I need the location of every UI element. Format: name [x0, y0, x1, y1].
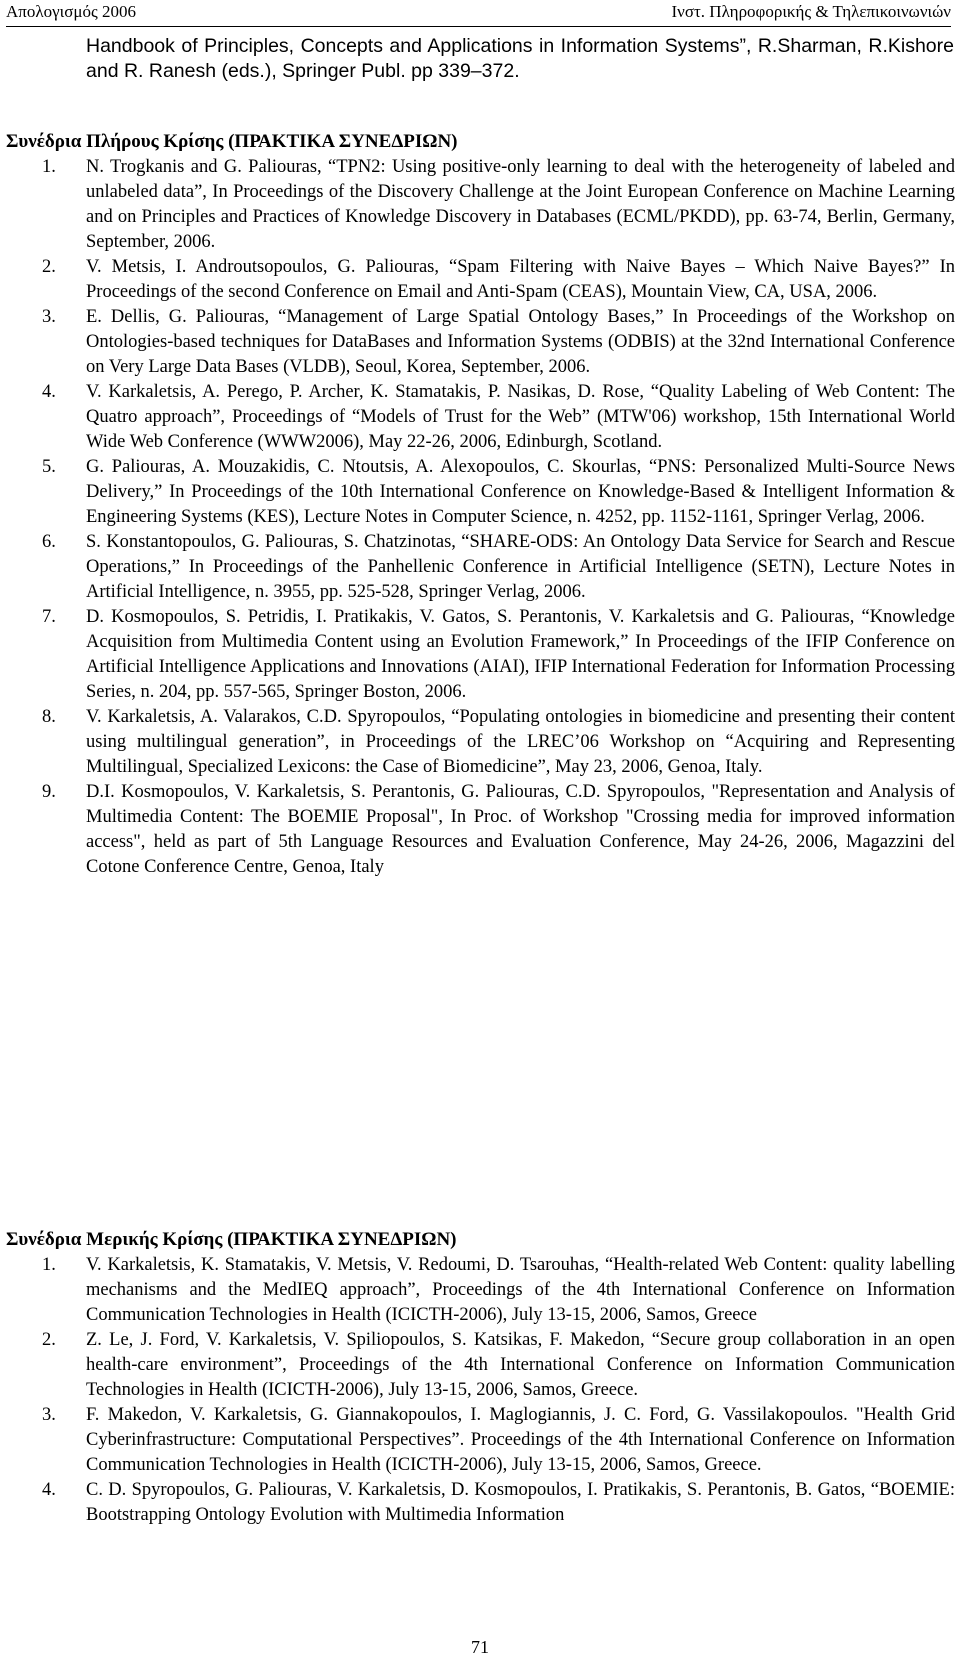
- reference-number: 4.: [42, 382, 56, 402]
- reference-number: 2.: [42, 1330, 56, 1350]
- reference-number: 1.: [42, 1255, 56, 1275]
- reference-number: 8.: [42, 707, 56, 727]
- reference-list-partial-review: [6, 1253, 955, 1528]
- reference-number: 2.: [42, 257, 56, 277]
- reference-item: [6, 155, 955, 255]
- reference-item: [6, 1403, 955, 1478]
- reference-text: E. Dellis, G. Paliouras, “Management of Large Spatial Ontology Bases,” In Proceedings of the Workshop on Ontologies-based techniques for DataBases and Information Systems (ODBIS) at the 32nd International Conference on Very Large Data Bases (VLDB), Seoul, Korea, September, 2006.: [86, 307, 955, 377]
- header-institute-name: Ινστ. Πληροφορικής & Τηλεπικοινωνιών: [671, 2, 951, 21]
- intro-continuation: [86, 34, 954, 84]
- page-header: [6, 0, 951, 27]
- reference-text: Z. Le, J. Ford, V. Karkaletsis, V. Spiliopoulos, S. Katsikas, F. Makedon, “Secure group collaboration in an open health-care environment”, Proceedings of the 4th International Conference on Information Communication Technologies in Health (ICICTH-2006), July 13-15, 2006, Samos, Greece.: [86, 1330, 955, 1400]
- reference-text: V. Karkaletsis, A. Perego, P. Archer, K. Stamatakis, P. Nasikas, D. Rose, “Quality Labeling of Web Content: The Quatro approach”, Proceedings of “Models of Trust for the Web” (MTW'06) workshop, 15th International World Wide Web Conference (WWW2006), May 22-26, 2006, Edinburgh, Scotland.: [86, 382, 955, 452]
- reference-text: S. Konstantopoulos, G. Paliouras, S. Chatzinotas, “SHARE-ODS: An Ontology Data Service for Search and Rescue Operations,” In Proceedings of the Panhellenic Conference in Artificial Intelligence (SETN), Lecture Notes in Artificial Intelligence, n. 3955, pp. 525-528, Springer Verlag, 2006.: [86, 532, 955, 602]
- header-report-title: Απολογισμός 2006: [6, 2, 136, 21]
- reference-item: [6, 1328, 955, 1403]
- reference-item: [6, 255, 955, 305]
- reference-number: 1.: [42, 157, 56, 177]
- reference-item: [6, 380, 955, 455]
- reference-text: C. D. Spyropoulos, G. Paliouras, V. Karkaletsis, D. Kosmopoulos, I. Pratikakis, S. Perantonis, B. Gatos, “BOEMIE: Bootstrapping Ontology Evolution with Multimedia Information: [86, 1480, 955, 1525]
- reference-text: D.I. Kosmopoulos, V. Karkaletsis, S. Perantonis, G. Paliouras, C.D. Spyropoulos, "Representation and Analysis of Multimedia Content: The BOEMIE Proposal", In Proc. of Workshop "Crossing media for improved information access", held as part of 5th Language Resources and Evaluation Conference, May 24-26, 2006, Magazzini del Cotone Conference Centre, Genoa, Italy: [86, 782, 955, 877]
- reference-number: 7.: [42, 607, 56, 627]
- reference-text: D. Kosmopoulos, S. Petridis, I. Pratikakis, V. Gatos, S. Perantonis, V. Karkaletsis and G. Paliouras, “Knowledge Acquisition from Multimedia Content using an Evolution Framework,” In Proceedings of the IFIP Conference on Artificial Intelligence Applications and Innovations (AIAI), IFIP International Federation for Information Processing Series, n. 204, pp. 557-565, Springer Boston, 2006.: [86, 607, 955, 702]
- reference-item: [6, 705, 955, 780]
- reference-number: 6.: [42, 532, 56, 552]
- section-heading-full-review: Συνέδρια Πλήρους Κρίσης (ΠΡΑΚΤΙΚΑ ΣΥΝΕΔΡΙΩΝ): [6, 131, 458, 152]
- reference-text: G. Paliouras, A. Mouzakidis, C. Ntoutsis, A. Alexopoulos, C. Skourlas, “PNS: Personalized Multi-Source News Delivery,” In Proceedings of the 10th International Conference on Knowledge-Based & Intelligent Information & Engineering Systems (KES), Lecture Notes in Computer Science, n. 4252, pp. 1152-1161, Springer Verlag, 2006.: [86, 457, 955, 527]
- reference-number: 5.: [42, 457, 56, 477]
- reference-list-full-review: [6, 155, 955, 880]
- reference-item: [6, 780, 955, 880]
- reference-text: N. Trogkanis and G. Paliouras, “TPN2: Using positive-only learning to deal with the heterogeneity of labeled and unlabeled data”, In Proceedings of the Discovery Challenge at the Joint European Conference on Machine Learning and on Principles and Practices of Knowledge Discovery in Databases (ECML/PKDD), pp. 63-74, Berlin, Germany, September, 2006.: [86, 157, 955, 252]
- reference-text: V. Karkaletsis, A. Valarakos, C.D. Spyropoulos, “Populating ontologies in biomedicine and presenting their content using multilingual generation”, in Proceedings of the LREC’06 Workshop on “Acquiring and Representing Multilingual, Specialized Lexicons: the Case of Biomedicine”, May 23, 2006, Genoa, Italy.: [86, 707, 955, 777]
- reference-number: 9.: [42, 782, 56, 802]
- reference-number: 3.: [42, 1405, 56, 1425]
- section-heading-partial-review: Συνέδρια Μερικής Κρίσης (ΠΡΑΚΤΙΚΑ ΣΥΝΕΔΡΙΩΝ): [6, 1229, 457, 1250]
- reference-item: [6, 1478, 955, 1528]
- reference-number: 4.: [42, 1480, 56, 1500]
- reference-item: [6, 605, 955, 705]
- page-number: 71: [471, 1637, 489, 1657]
- reference-number: 3.: [42, 307, 56, 327]
- reference-item: [6, 530, 955, 605]
- reference-item: [6, 305, 955, 380]
- reference-text: V. Karkaletsis, K. Stamatakis, V. Metsis, V. Redoumi, D. Tsarouhas, “Health-related Web Content: quality labelling mechanisms and the MedIEQ approach”, Proceedings of the 4th International Conference on Information Communication Technologies in Health (ICICTH-2006), July 13-15, 2006, Samos, Greece: [86, 1255, 955, 1325]
- reference-text: V. Metsis, I. Androutsopoulos, G. Paliouras, “Spam Filtering with Naive Bayes – Which Naive Bayes?” In Proceedings of the second Conference on Email and Anti-Spam (CEAS), Mountain View, CA, USA, 2006.: [86, 257, 955, 302]
- reference-text: F. Makedon, V. Karkaletsis, G. Giannakopoulos, I. Maglogiannis, J. C. Ford, G. Vassilakopoulos. "Health Grid Cyberinfrastructure: Computational Perspectives”. Proceedings of the 4th International Conference on Information Communication Technologies in Health (ICICTH-2006), July 13-15, 2006, Samos, Greece.: [86, 1405, 955, 1475]
- intro-paragraph: Handbook of Principles, Concepts and Applications in Information Systems”, R.Sharman, R.Kishore and R. Ranesh (eds.), Springer Publ. pp 339–372.: [86, 35, 954, 82]
- reference-item: [6, 1253, 955, 1328]
- reference-item: [6, 455, 955, 530]
